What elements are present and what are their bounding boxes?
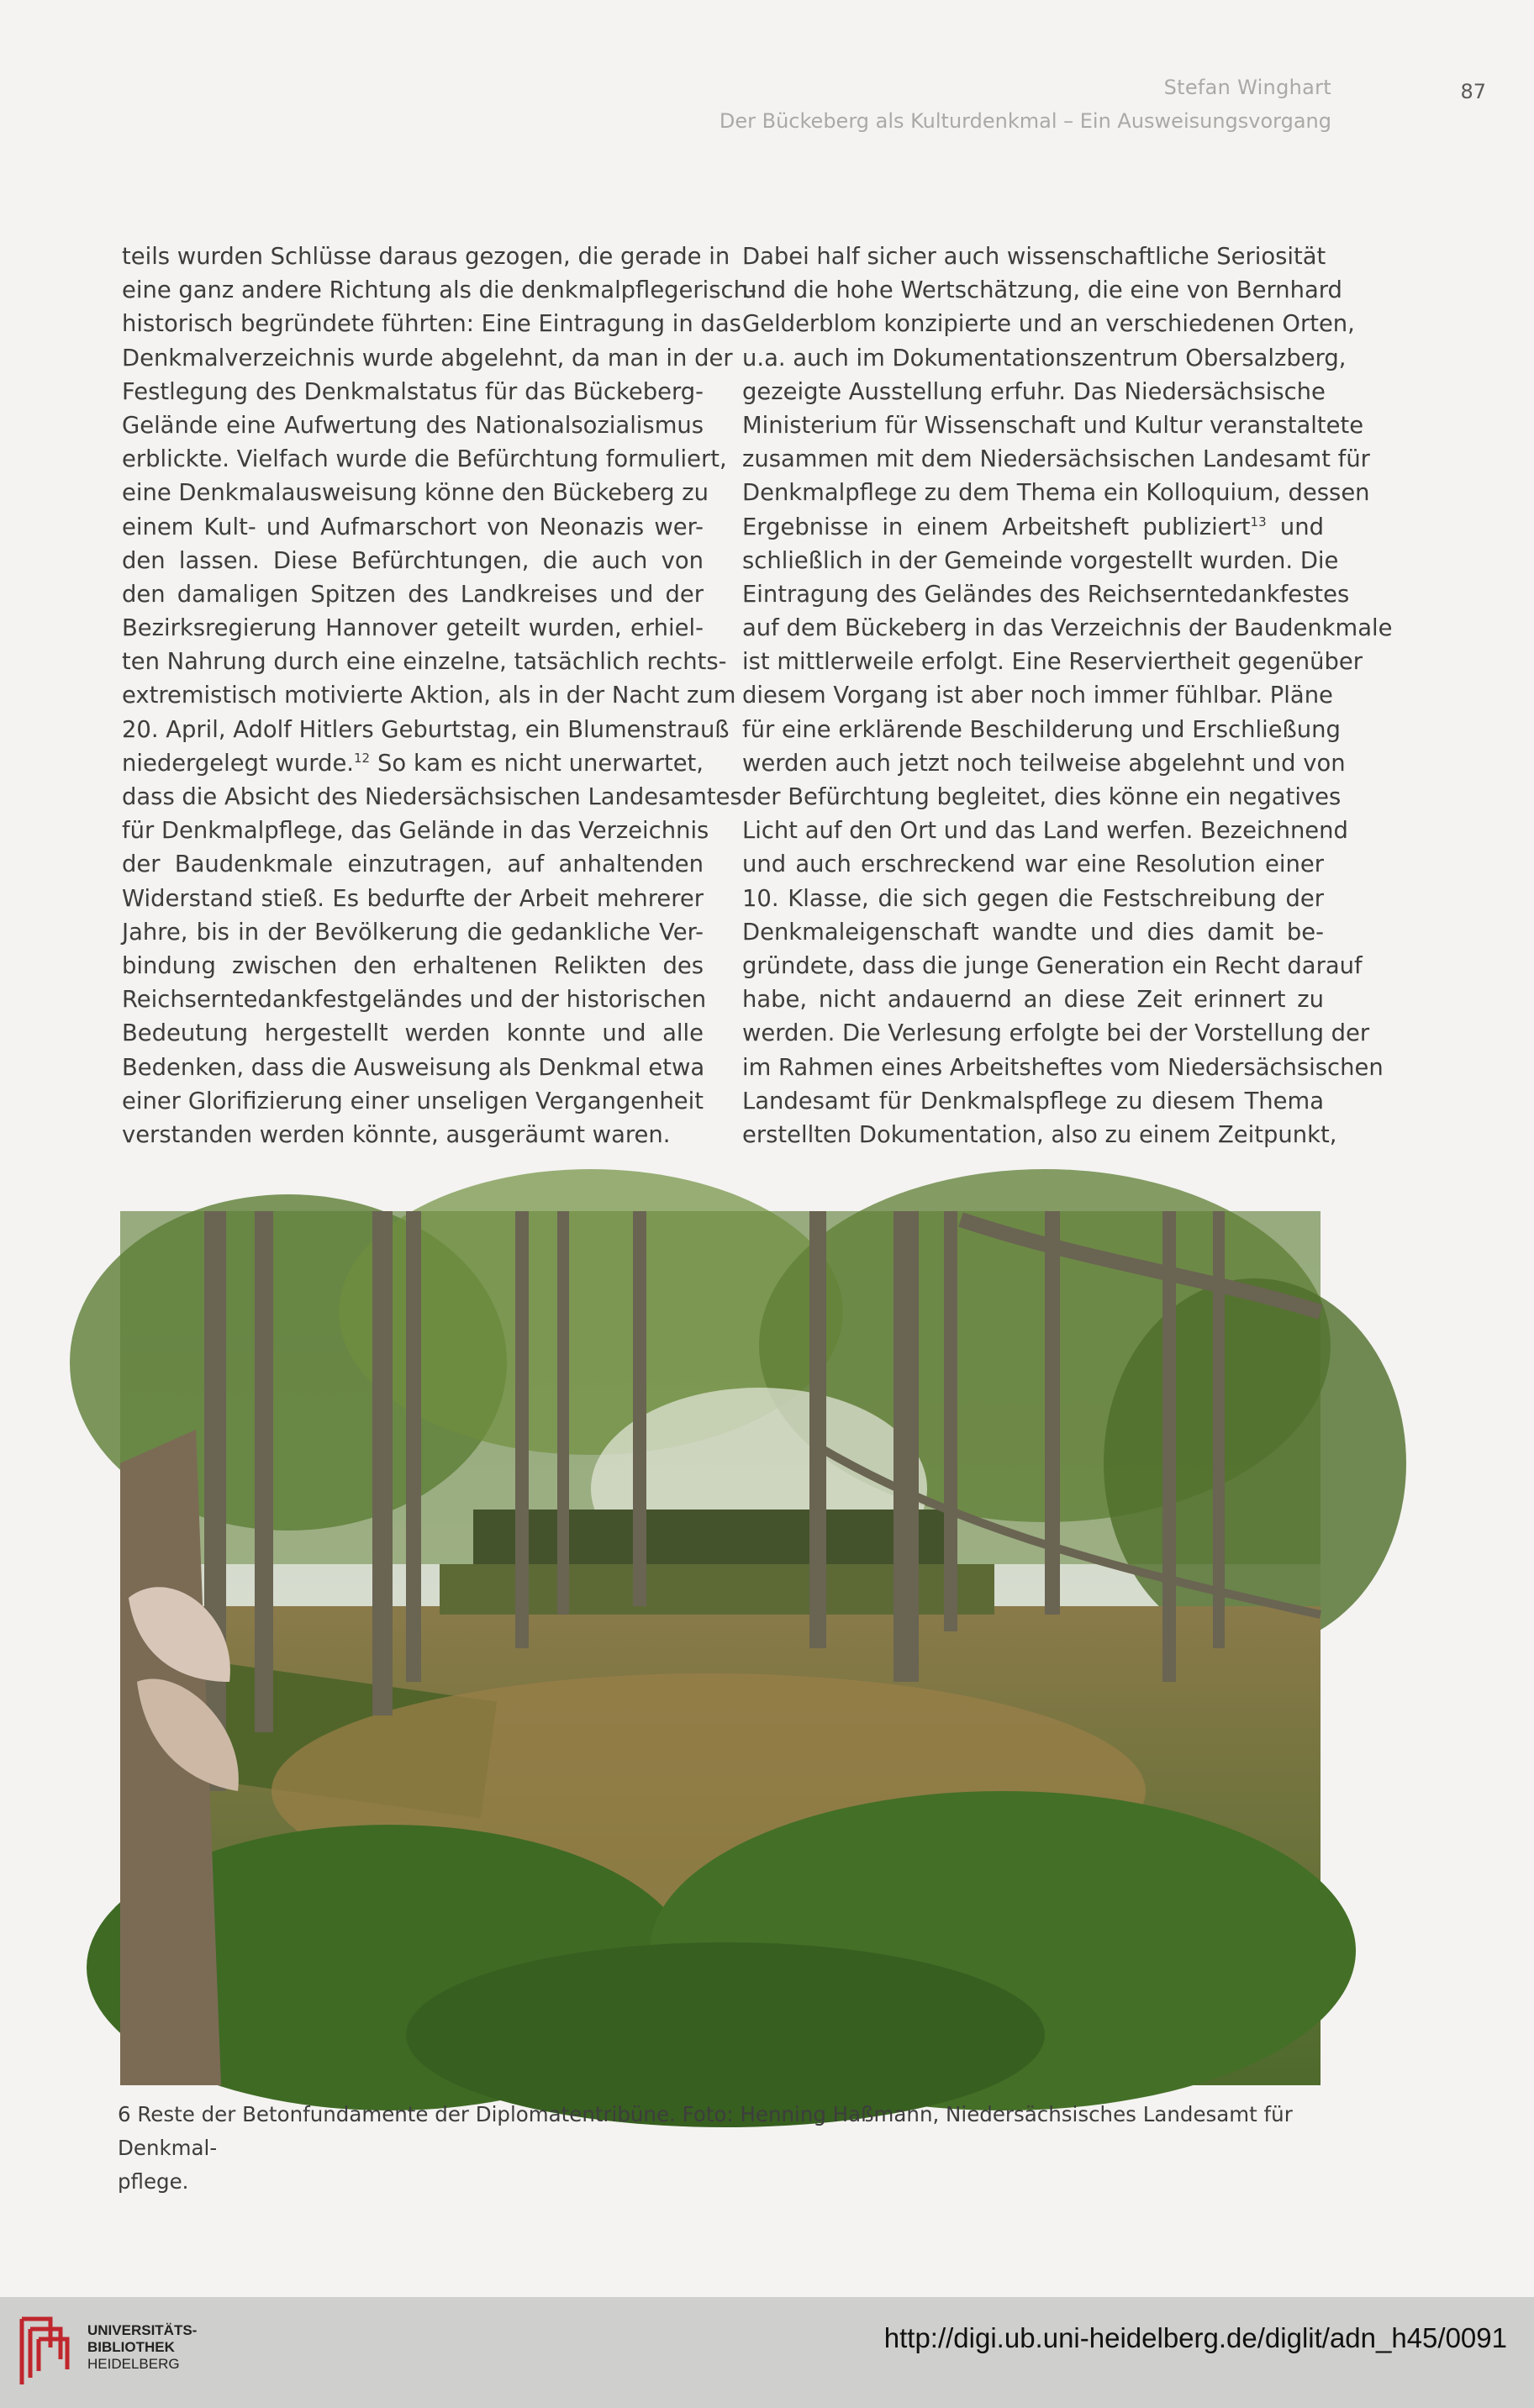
text-line	[122, 342, 733, 376]
text-line-content: Eintragung des Geländes des Reichserntedankfestes	[742, 581, 1350, 608]
text-line	[122, 983, 707, 1017]
text-line-content: Ministerium für Wissenschaft und Kultur veranstaltete	[742, 412, 1364, 439]
text-line-content: Denkmaleigenschaft wandte und dies damit be-	[742, 919, 1324, 946]
text-line	[742, 714, 1341, 747]
text-line	[122, 1119, 704, 1152]
library-name-line: UNIVERSITÄTS-	[87, 2322, 198, 2338]
figure-caption	[118, 2098, 1328, 2199]
text-line-content: ten Nahrung durch eine einzelne, tatsächlich rechts-	[122, 649, 727, 676]
text-line-content: historisch begründete führten: Eine Eintragung in das	[122, 311, 741, 338]
text-line	[122, 781, 742, 814]
library-name-line: HEIDELBERG	[87, 2356, 180, 2372]
text-line	[742, 612, 1393, 645]
text-line	[122, 240, 730, 274]
text-line	[742, 679, 1333, 713]
text-line	[742, 747, 1346, 781]
text-line-content: zusammen mit dem Niedersächsischen Landesamt für	[742, 446, 1370, 473]
text-line	[122, 477, 709, 510]
text-line-content: einer Glorifizierung einer unseligen Vergangenheit	[122, 1088, 704, 1114]
text-line-content: den damaligen Spitzen des Landkreises und der	[122, 581, 704, 608]
text-line-content: der Baudenkmale einzutragen, auf anhaltenden	[122, 851, 704, 878]
text-line	[742, 814, 1348, 848]
text-line	[122, 714, 730, 747]
text-line	[122, 1085, 704, 1119]
text-line	[122, 308, 741, 341]
page-number: 87	[1460, 80, 1486, 103]
text-line	[742, 274, 1342, 308]
text-line-content: Bedenken, dass die Ausweisung als Denkmal etwa	[122, 1054, 705, 1081]
left-text-column	[122, 240, 756, 1152]
text-line-content: bindung zwischen den erhaltenen Relikten des	[122, 952, 704, 979]
text-line-content: Festlegung des Denkmalstatus für das Bückeberg-	[122, 378, 704, 405]
text-line-content: habe, nicht andauernd an diese Zeit erinnert zu	[742, 987, 1324, 1014]
text-line-content: dass die Absicht des Niedersächsischen Landesamtes	[122, 784, 742, 810]
text-line-content: einem Kult- und Aufmarschort von Neonazis wer-	[122, 514, 704, 540]
text-line-tail: und	[1279, 514, 1324, 540]
text-line-content: Gelände eine Aufwertung des Nationalsozialismus	[122, 412, 704, 439]
text-line	[742, 781, 1342, 814]
footnote-reference[interactable]: 13	[1250, 514, 1267, 530]
text-line-content: Ergebnisse in einem Arbeitsheft publiziert	[742, 514, 1251, 540]
text-line-content: eine Denkmalausweisung könne den Bückeberg zu	[122, 480, 709, 507]
running-header-title: Der Bückeberg als Kulturdenkmal – Ein Ausweisungsvorgang	[719, 109, 1331, 133]
text-line	[742, 477, 1370, 510]
text-line-content: im Rahmen eines Arbeitsheftes vom Niedersächsischen	[742, 1054, 1384, 1081]
running-header-author: Stefan Winghart	[1163, 76, 1331, 99]
text-line-content: werden. Die Verlesung erfolgte bei der Vorstellung der	[742, 1020, 1370, 1047]
text-line	[742, 1017, 1370, 1051]
text-line-content: Jahre, bis in der Bevölkerung die gedankliche Ver-	[122, 919, 704, 946]
text-line	[122, 1051, 704, 1085]
text-line-content: 10. Klasse, die sich gegen die Festschreibung der	[742, 885, 1324, 912]
text-line	[122, 545, 704, 578]
text-line	[742, 443, 1370, 477]
text-line	[742, 950, 1363, 983]
digital-library-url-link[interactable]: http://digi.ub.uni-heidelberg.de/diglit/adn_h45/0091	[883, 2322, 1507, 2353]
text-line-content: Landesamt für Denkmalspflege zu diesem Thema	[742, 1088, 1324, 1114]
text-line	[742, 883, 1324, 916]
text-line-content: ist mittlerweile erfolgt. Eine Reserviertheit gegenüber	[742, 649, 1363, 676]
text-line	[122, 409, 704, 443]
text-line	[742, 645, 1363, 679]
text-line	[122, 747, 704, 781]
text-line	[742, 578, 1350, 612]
text-line-content: Gelderblom konzipierte und an verschiedenen Orten,	[742, 311, 1355, 338]
text-line-content: für eine erklärende Beschilderung und Erschließung	[742, 716, 1341, 743]
text-line	[742, 848, 1324, 882]
text-line-content: 20. April, Adolf Hitlers Geburtstag, ein Blumenstrauß	[122, 716, 730, 743]
text-line-content: Bezirksregierung Hannover geteilt wurden, erhiel-	[122, 615, 704, 642]
text-line	[122, 612, 704, 645]
text-line	[742, 240, 1324, 274]
text-line	[742, 376, 1324, 409]
text-line	[742, 409, 1364, 443]
text-line	[742, 545, 1339, 578]
text-line	[122, 848, 704, 882]
text-line-content: der Befürchtung begleitet, dies könne ein negatives	[742, 784, 1342, 810]
text-line	[742, 1085, 1324, 1119]
text-line	[122, 645, 727, 679]
text-line	[122, 1017, 704, 1051]
text-line	[742, 983, 1324, 1017]
text-line	[742, 308, 1355, 341]
text-line	[122, 376, 704, 409]
text-line-content: u.a. auch im Dokumentationszentrum Obersalzberg,	[742, 345, 1347, 371]
text-line-content: Denkmalverzeichnis wurde abgelehnt, da man in der	[122, 345, 733, 371]
text-line-content: extremistisch motivierte Aktion, als in der Nacht zum	[122, 682, 736, 709]
text-line	[122, 578, 704, 612]
text-line-content: schließlich in der Gemeinde vorgestellt wurden. Die	[742, 547, 1339, 574]
text-line-content: erblickte. Vielfach wurde die Befürchtung formuliert,	[122, 446, 727, 473]
figure-photo	[120, 1211, 1321, 2085]
text-line-content: Dabei half sicher auch wissenschaftliche Seriosität	[742, 244, 1326, 270]
text-line-content: gründete, dass die junge Generation ein Recht darauf	[742, 952, 1363, 979]
text-line-content: werden auch jetzt noch teilweise abgelehnt und von	[742, 750, 1346, 777]
library-logo-icon	[17, 2311, 72, 2391]
figure-caption-line: 6 Reste der Betonfundamente der Diplomatentribüne. Foto: Henning Haßmann, Niedersächsisches Landesamt für Denkmal-	[118, 2102, 1293, 2160]
text-line	[122, 916, 704, 950]
text-line-content: und die hohe Wertschätzung, die eine von Bernhard	[742, 277, 1342, 304]
text-line-tail: So kam es nicht unerwartet,	[377, 750, 704, 777]
text-line	[742, 511, 1324, 545]
text-line-content: Widerstand stieß. Es bedurfte der Arbeit mehrerer	[122, 885, 704, 912]
text-line	[122, 443, 727, 477]
text-line	[742, 1051, 1384, 1085]
text-line	[122, 950, 704, 983]
text-line-content: niedergelegt wurde.	[122, 750, 355, 777]
text-line-content: gezeigte Ausstellung erfuhr. Das Niedersächsische	[742, 378, 1326, 405]
text-line	[122, 679, 736, 713]
library-name-line: BIBLIOTHEK	[87, 2339, 175, 2355]
text-line-content: Licht auf den Ort und das Land werfen. Bezeichnend	[742, 818, 1348, 845]
text-line-content: teils wurden Schlüsse daraus gezogen, die gerade in	[122, 244, 730, 270]
text-line-content: Bedeutung hergestellt werden konnte und alle	[122, 1020, 704, 1047]
text-line	[122, 814, 709, 848]
text-line-content: auf dem Bückeberg in das Verzeichnis der Baudenkmale	[742, 615, 1393, 642]
text-line	[742, 916, 1324, 950]
text-line-content: den lassen. Diese Befürchtungen, die auch von	[122, 547, 704, 574]
footnote-reference[interactable]: 12	[354, 750, 371, 766]
text-line-content: erstellten Dokumentation, also zu einem Zeitpunkt,	[742, 1121, 1337, 1148]
text-line-content: Denkmalpflege zu dem Thema ein Kolloquium, dessen	[742, 480, 1370, 507]
text-line	[742, 1119, 1337, 1152]
text-line-content: eine ganz andere Richtung als die denkmalpflegerisch-	[122, 277, 756, 304]
text-line	[742, 342, 1347, 376]
right-text-column	[742, 240, 1393, 1152]
text-line-content: für Denkmalpflege, das Gelände in das Verzeichnis	[122, 818, 709, 845]
footer-bar	[0, 2297, 1534, 2408]
figure-caption-line: pflege.	[118, 2169, 189, 2194]
text-line-content: Reichserntedankfestgeländes und der historischen	[122, 987, 707, 1014]
text-line	[122, 883, 704, 916]
text-line	[122, 511, 704, 545]
text-line-content: und auch erschreckend war eine Resolution einer	[742, 851, 1324, 878]
text-line	[122, 274, 756, 308]
text-line-content: diesem Vorgang ist aber noch immer fühlbar. Pläne	[742, 682, 1333, 709]
library-name	[87, 2322, 197, 2373]
text-line-content: verstanden werden könnte, ausgeräumt waren.	[122, 1121, 671, 1148]
